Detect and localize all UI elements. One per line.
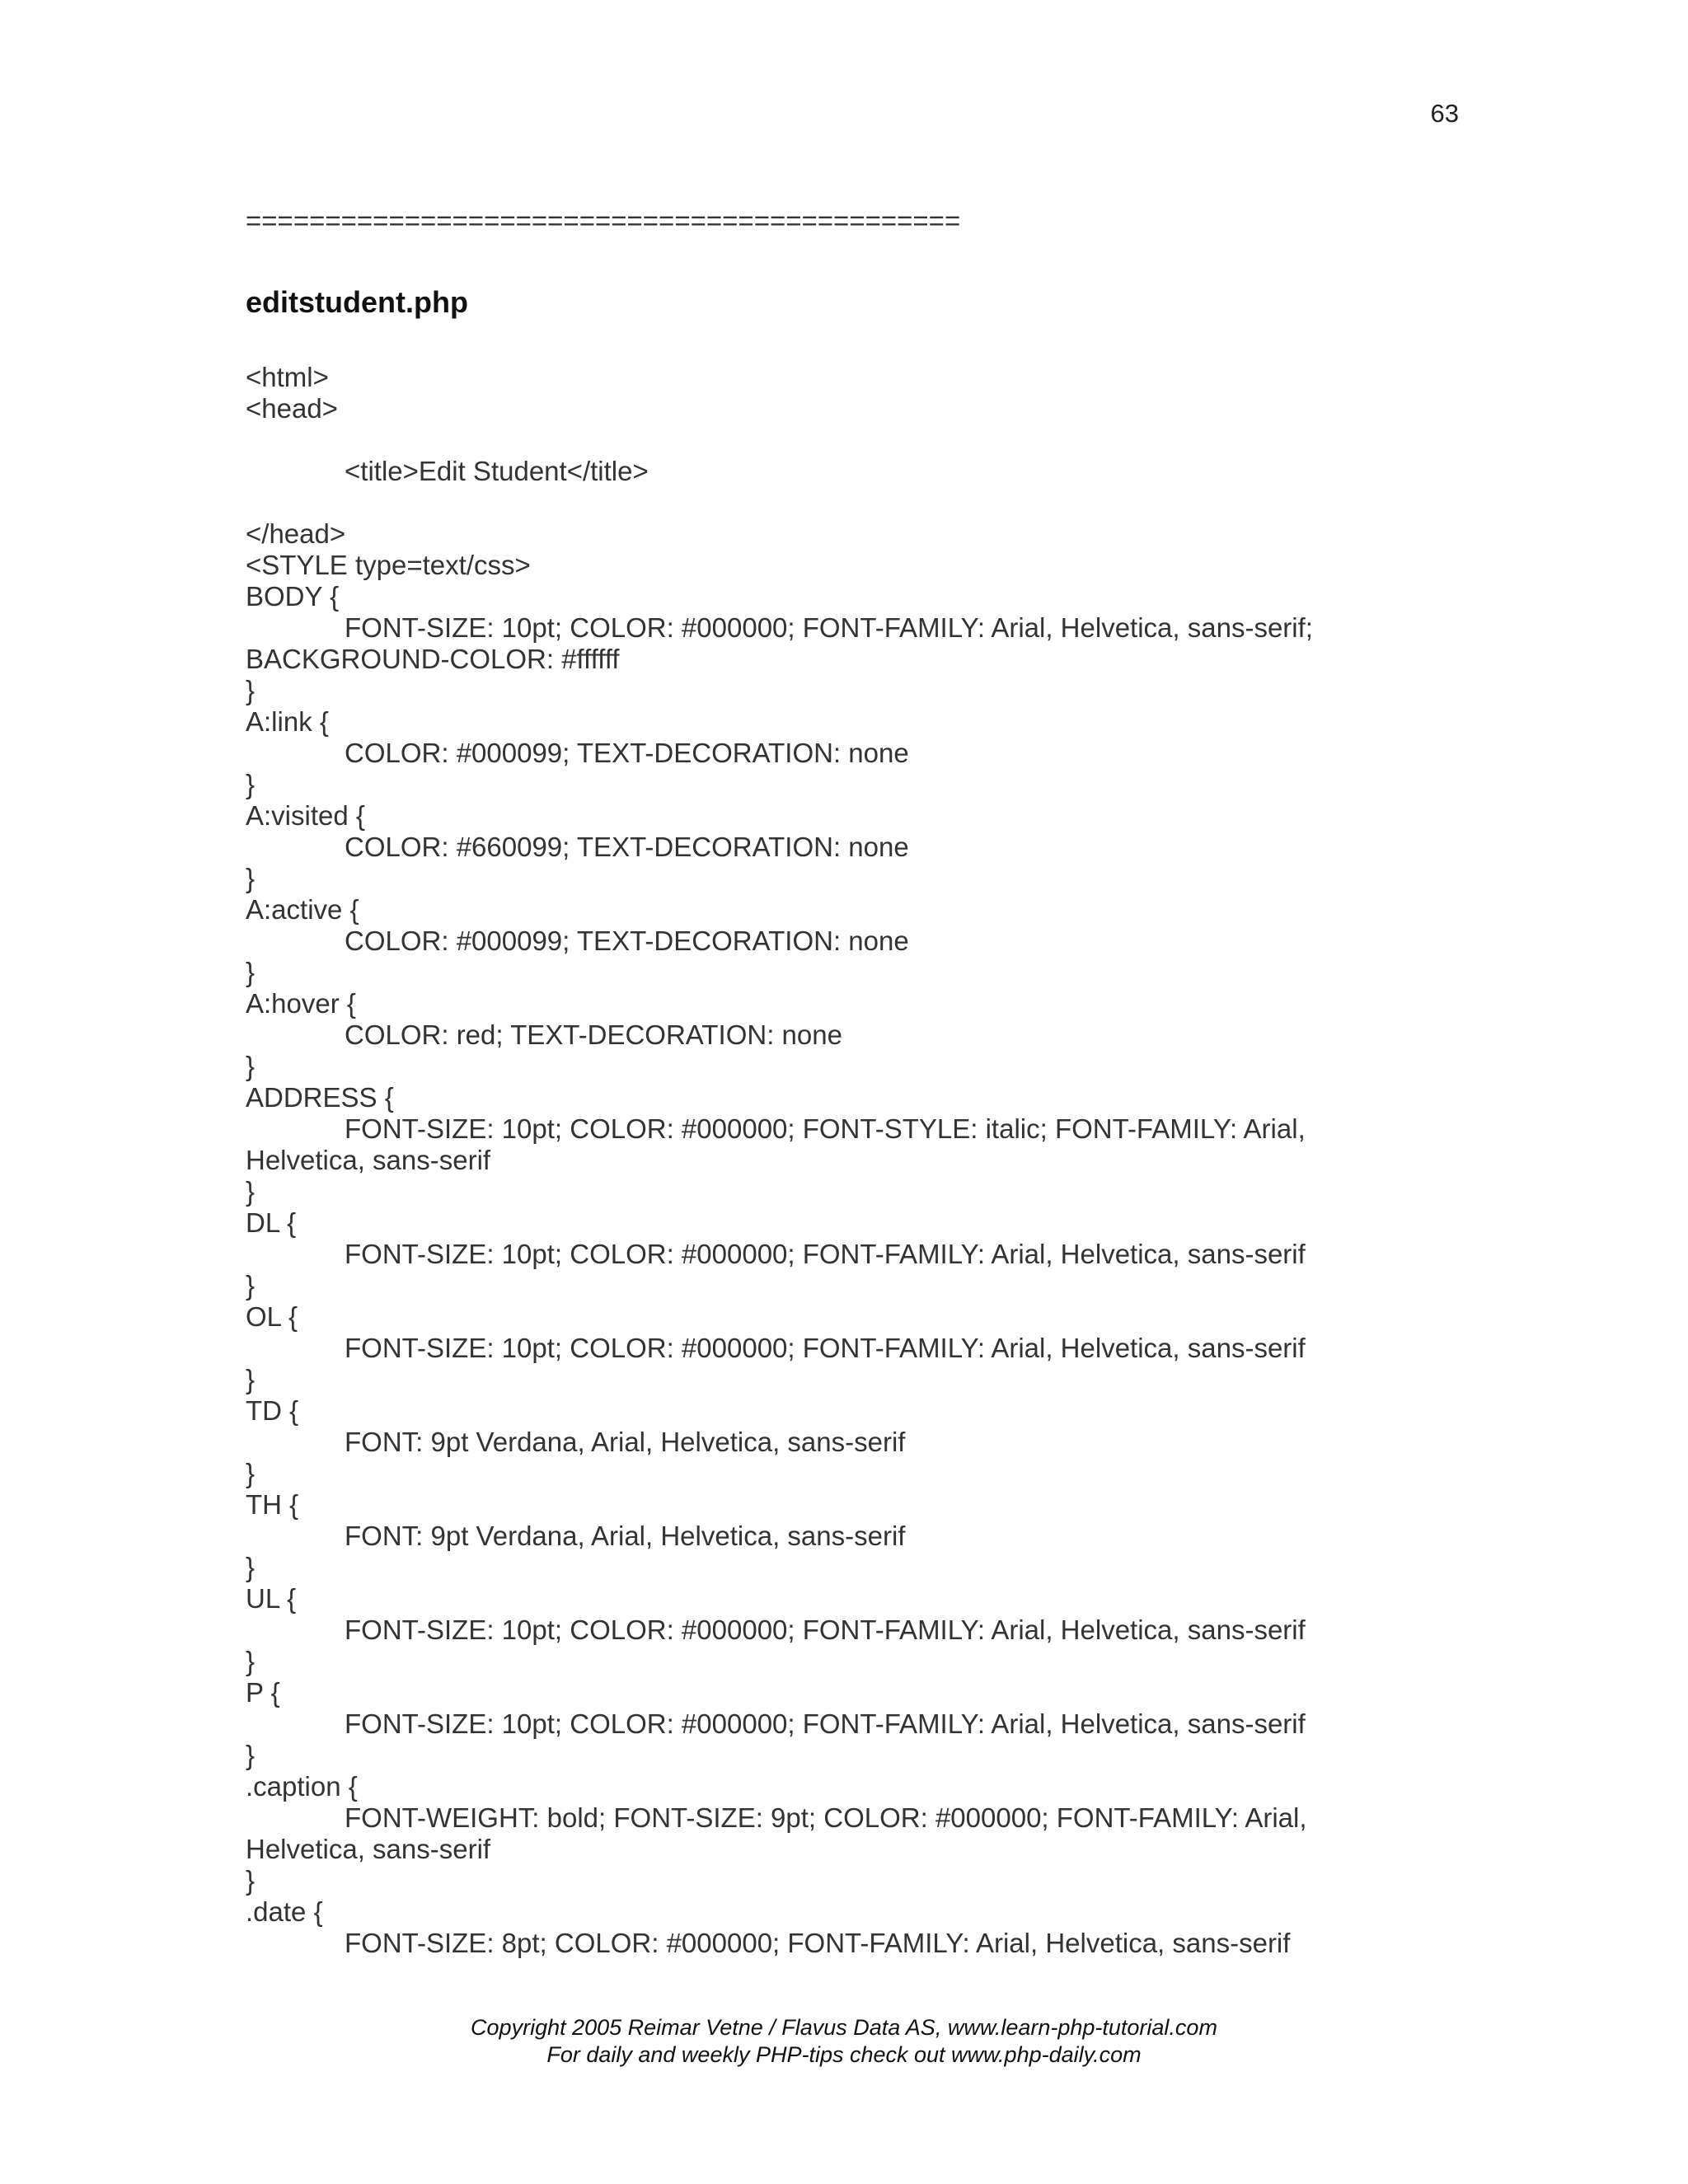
code-line: <html>	[246, 362, 329, 392]
code-line: OL {	[246, 1301, 298, 1332]
code-line: }	[246, 1646, 256, 1676]
code-line: }	[246, 1552, 256, 1582]
code-line: }	[246, 1865, 256, 1896]
code-line: UL {	[246, 1583, 297, 1614]
code-line: }	[246, 1740, 256, 1770]
code-line: }	[246, 957, 256, 987]
code-line: FONT-SIZE: 10pt; COLOR: #000000; FONT-FAMILY: Arial, Helvetica, sans-serif	[345, 1708, 1306, 1739]
code-line: ADDRESS {	[246, 1082, 394, 1113]
code-line: COLOR: #000099; TEXT-DECORATION: none	[345, 926, 909, 956]
code-line: <head>	[246, 393, 338, 424]
code-line: FONT-SIZE: 8pt; COLOR: #000000; FONT-FAMILY: Arial, Helvetica, sans-serif	[345, 1928, 1291, 1958]
code-line: }	[246, 1270, 256, 1301]
code-line: BODY {	[246, 581, 340, 612]
separator-line: =============================================	[246, 205, 961, 236]
code-line: }	[246, 1458, 256, 1488]
code-line: }	[246, 769, 256, 799]
code-line: DL {	[246, 1207, 297, 1238]
code-line: .date {	[246, 1896, 323, 1927]
code-line: A:link {	[246, 706, 329, 737]
code-listing	[246, 362, 1416, 1959]
page-footer	[0, 2014, 1688, 2069]
code-line: FONT-WEIGHT: bold; FONT-SIZE: 9pt; COLOR: #000000; FONT-FAMILY: Arial,	[345, 1802, 1307, 1833]
code-line	[246, 424, 1416, 456]
code-line: FONT-SIZE: 10pt; COLOR: #000000; FONT-STYLE: italic; FONT-FAMILY: Arial,	[345, 1113, 1306, 1144]
code-line: FONT-SIZE: 10pt; COLOR: #000000; FONT-FAMILY: Arial, Helvetica, sans-serif;	[345, 612, 1313, 643]
code-line: }	[246, 1176, 256, 1207]
footer-tips: For daily and weekly PHP-tips check out www.php-daily.com	[546, 2042, 1142, 2067]
code-line: A:visited {	[246, 800, 365, 831]
code-line: }	[246, 1051, 256, 1081]
code-line: COLOR: #660099; TEXT-DECORATION: none	[345, 832, 909, 862]
code-line: FONT-SIZE: 10pt; COLOR: #000000; FONT-FAMILY: Arial, Helvetica, sans-serif	[345, 1615, 1306, 1645]
code-line: <title>Edit Student</title>	[345, 456, 649, 486]
code-line: }	[246, 863, 256, 893]
code-line: TD {	[246, 1395, 299, 1426]
code-line: FONT: 9pt Verdana, Arial, Helvetica, sans-serif	[345, 1427, 906, 1457]
code-line: FONT-SIZE: 10pt; COLOR: #000000; FONT-FAMILY: Arial, Helvetica, sans-serif	[345, 1333, 1306, 1363]
code-line	[246, 487, 1416, 518]
footer-copyright: Copyright 2005 Reimar Vetne / Flavus Data AS, www.learn-php-tutorial.com	[471, 2015, 1217, 2040]
code-line: FONT-SIZE: 10pt; COLOR: #000000; FONT-FAMILY: Arial, Helvetica, sans-serif	[345, 1239, 1306, 1269]
code-line: .caption {	[246, 1771, 358, 1802]
page-number: 63	[1430, 99, 1459, 128]
code-line: COLOR: red; TEXT-DECORATION: none	[345, 1019, 842, 1050]
file-title: editstudent.php	[246, 285, 468, 319]
code-line: Helvetica, sans-serif	[246, 1834, 491, 1864]
code-line: FONT: 9pt Verdana, Arial, Helvetica, sans-serif	[345, 1521, 906, 1551]
code-line: }	[246, 1364, 256, 1394]
code-line: TH {	[246, 1489, 299, 1520]
code-line: A:active {	[246, 894, 359, 925]
code-line: </head>	[246, 518, 346, 549]
code-line: COLOR: #000099; TEXT-DECORATION: none	[345, 738, 909, 768]
code-line: }	[246, 675, 256, 705]
code-line: A:hover {	[246, 988, 356, 1019]
code-line: BACKGROUND-COLOR: #ffffff	[246, 644, 620, 674]
code-line: P {	[246, 1677, 280, 1708]
code-line: Helvetica, sans-serif	[246, 1145, 491, 1175]
code-line: <STYLE type=text/css>	[246, 550, 531, 580]
